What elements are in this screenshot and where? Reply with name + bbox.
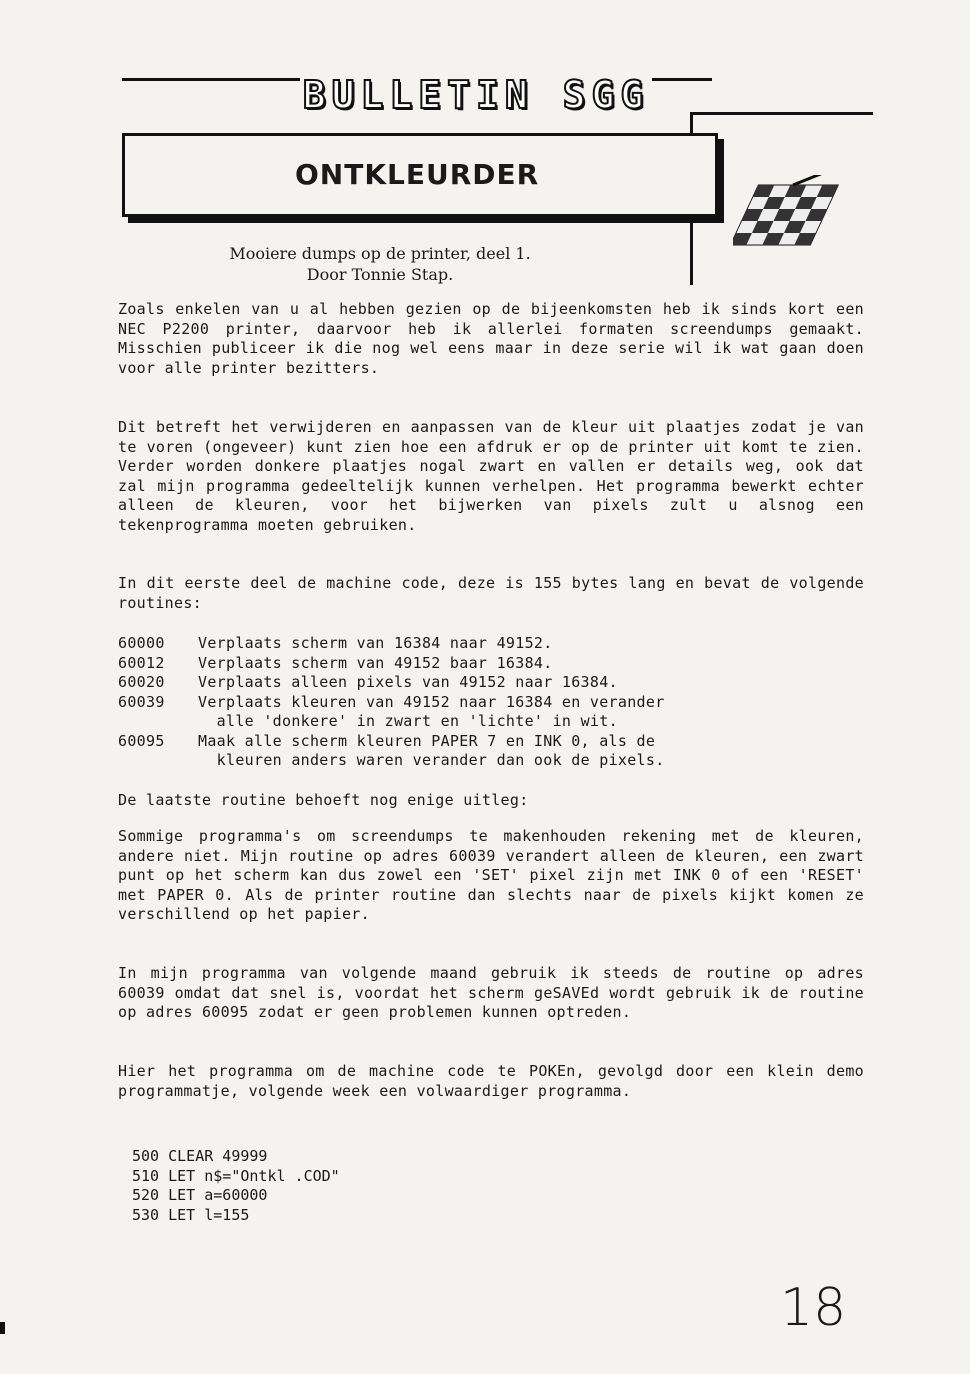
header-rule-right (652, 78, 712, 81)
bulletin-logo: BULLETIN SGG (302, 73, 650, 117)
routine-list (118, 634, 818, 771)
routine-item (118, 654, 818, 674)
routine-item (118, 634, 818, 654)
section-title-box (122, 133, 718, 217)
margin-mark (0, 1322, 5, 1334)
paragraph: In dit eerste deel de machine code, deze is 155 bytes lang en bevat de volgende routines: (118, 574, 874, 612)
routine-item (118, 693, 818, 732)
paragraph: In mijn programma van volgende maand gebruik ik steeds de routine op adres 60039 omdat dat snel is, voordat het scherm geSAVEd wordt gebruik ik de routine op adres 60095 zodat er geen problemen kunnen optreden. (118, 964, 874, 1021)
code-line: 510 LET n$="Ontkl .COD" (132, 1166, 340, 1185)
routine-description: Verplaats alleen pixels van 49152 naar 16384. (198, 673, 618, 691)
routine-description: Verplaats scherm van 16384 naar 49152. (198, 634, 553, 652)
code-line: 520 LET a=60000 (132, 1186, 268, 1204)
paragraph: Sommige programma's om screendumps te makenhouden rekening met de kleuren, andere niet. Mijn routine op adres 60039 verandert alleen de kleuren, een zwart punt op het scherm kan dus zowel een 'SET' pixel zijn met INK 0 of een 'RESET' met PAPER 0. Als de printer routine dan slechts naar de pixels kijkt komen ze verschillend op het papier. (118, 827, 874, 923)
routine-item (118, 732, 818, 771)
code-line: 500 CLEAR 49999 (132, 1147, 268, 1165)
section-title: ONTKLEURDER (295, 158, 540, 191)
routine-address: 60095 (118, 731, 165, 750)
paragraph: Zoals enkelen van u al hebben gezien op de bijeenkomsten heb ik sinds kort een NEC P2200 printer, daarvoor heb ik allerlei formaten screendumps gemaakt. Misschien publiceer ik die nog wel eens maar in deze serie wil ik wat gaan doen voor alle printer bezitters. (118, 300, 874, 377)
paragraph: Hier het programma om de machine code te POKEn, gevolgd door een klein demo programmatje, volgende week een volwaardiger programma. (118, 1062, 874, 1100)
routine-address: 60020 (118, 673, 165, 691)
routine-description: Verplaats scherm van 49152 baar 16384. (198, 653, 553, 672)
subtitle-line: Mooiere dumps op de printer, deel 1. (229, 244, 531, 263)
code-line: 530 LET l=155 (132, 1205, 250, 1224)
checkered-board-illustration (733, 175, 853, 265)
paragraph: Dit betreft het verwijderen en aanpassen van de kleur uit plaatjes zodat je van te voren (ongeveer) kunt zien hoe een afdruk er op de printer uit komt te zien. Verder worden donkere plaatjes nogal zwart en vallen er details weg, ook dat zal mijn programma gedeeltelijk kunnen verhelpen. Het programma bewerkt echter alleen de kleuren, voor het bijwerken van pixels zult u alsnog een tekenprogramma moeten gebruiken. (118, 418, 874, 534)
author-line: Door Tonnie Stap. (306, 265, 454, 284)
routine-address: 60039 (118, 692, 165, 711)
article-subtitle (170, 243, 590, 285)
code-listing (132, 1147, 340, 1225)
routine-item (118, 673, 818, 693)
routine-description: Maak alle scherm kleuren PAPER 7 en INK 0, als de kleuren anders waren verander dan ook de pixels. (198, 731, 665, 769)
paragraph: De laatste routine behoeft nog enige uitleg: (118, 791, 529, 809)
header-rule-left (122, 78, 300, 81)
routine-address: 60000 (118, 634, 165, 652)
routine-description: Verplaats kleuren van 49152 naar 16384 en verander alle 'donkere' in zwart en 'lichte' in wit. (198, 692, 665, 730)
page-number: 18 (780, 1278, 847, 1338)
routine-address: 60012 (118, 653, 165, 672)
